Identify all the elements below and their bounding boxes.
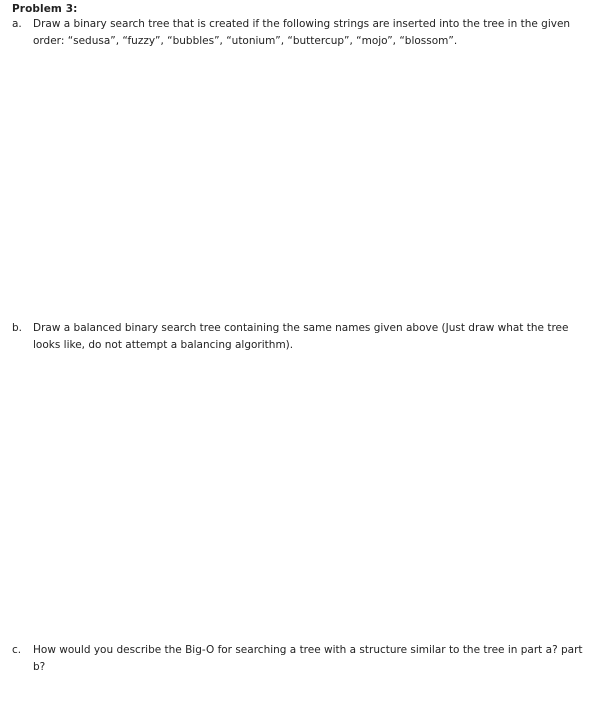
problem-heading: Problem 3:	[12, 3, 78, 15]
question-a-text: Draw a binary search tree that is created if the following strings are inserted into the tree in the given order: “sedusa”, “fuzzy”, “bubbles”, “utonium”, “buttercup”, “mojo”, “blossom”.	[33, 18, 571, 47]
question-c-letter: c.	[12, 644, 22, 656]
question-b-text: Draw a balanced binary search tree containing the same names given above (Just draw what the tree looks like, do not attempt a balancing algorithm).	[33, 322, 569, 351]
question-a	[12, 16, 592, 50]
question-c	[12, 642, 592, 676]
question-b-letter: b.	[12, 322, 23, 334]
question-c-text: How would you describe the Big-O for searching a tree with a structure similar to the tree in part a? part b?	[33, 644, 583, 673]
question-b	[12, 320, 592, 354]
question-a-letter: a.	[12, 18, 22, 30]
